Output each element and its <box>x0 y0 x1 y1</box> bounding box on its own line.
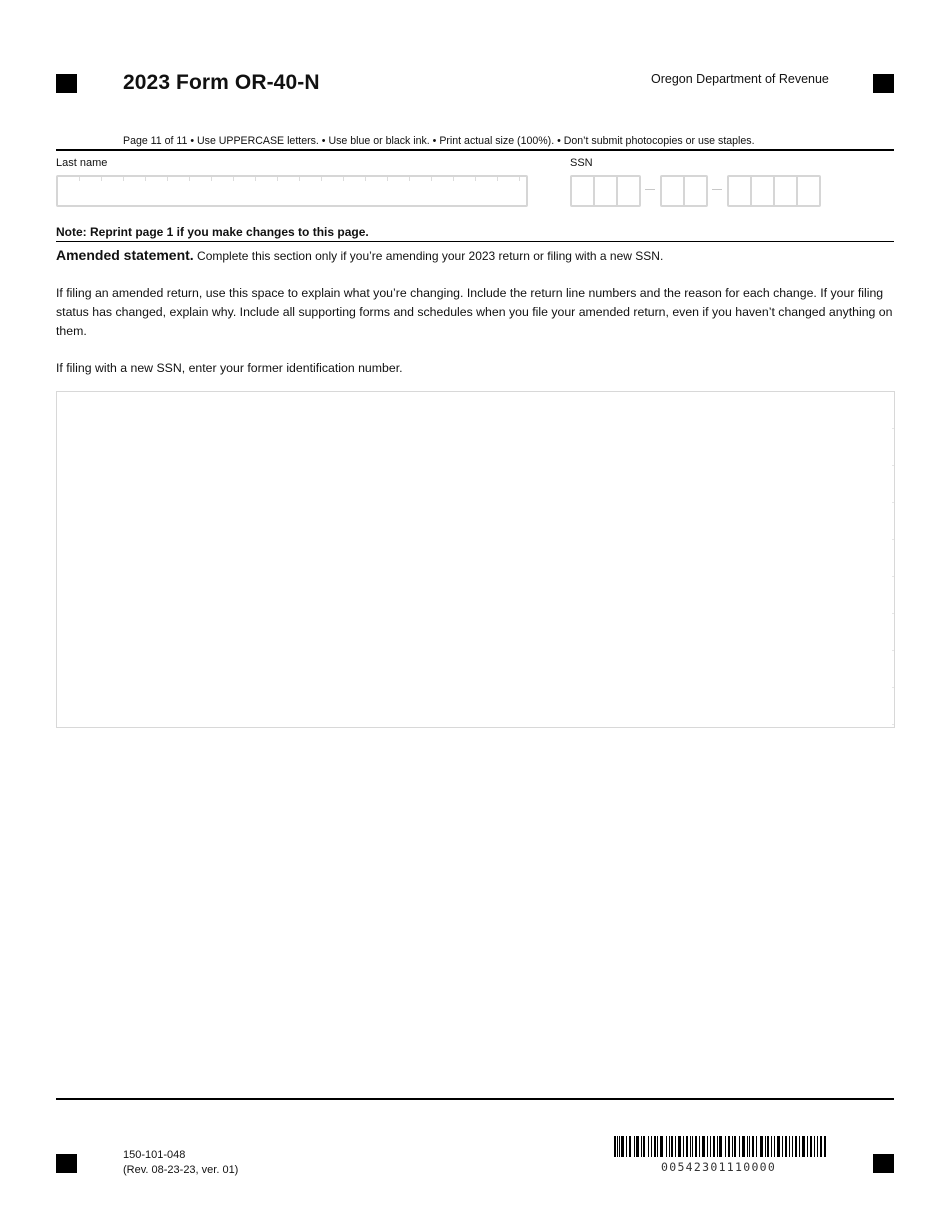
amended-statement-heading: Amended statement. <box>56 247 194 263</box>
ssn-dash <box>712 189 722 190</box>
registration-mark-bottom-right <box>873 1154 894 1173</box>
amended-explain-text: If filing an amended return, use this space to explain what you’re changing. Include the return line numbers and the reason for each change. If your filing status has changed, explain why. Include all supporting forms and schedules when you file your amended return, even if you haven’t changed anything on them. <box>56 286 893 338</box>
ssn-digit-box[interactable] <box>775 177 798 205</box>
new-ssn-text: If filing with a new SSN, enter your former identification number. <box>56 361 403 375</box>
ssn-dash <box>645 189 655 190</box>
form-title: 2023 Form OR-40-N <box>123 71 320 94</box>
ssn-label: SSN <box>570 157 593 169</box>
form-revision: (Rev. 08-23-23, ver. 01) <box>123 1164 239 1176</box>
ssn-digit-box[interactable] <box>729 177 752 205</box>
form-number: 150-101-048 <box>123 1149 186 1161</box>
reprint-note: Note: Reprint page 1 if you make changes to this page. <box>56 225 369 239</box>
ssn-digit-box[interactable] <box>618 177 639 205</box>
ssn-digit-box[interactable] <box>685 177 706 205</box>
form-number-block <box>123 1148 238 1178</box>
ssn-digit-box[interactable] <box>595 177 618 205</box>
barcode-number: 00542301110000 <box>661 1160 777 1174</box>
registration-mark-bottom-left <box>56 1154 77 1173</box>
ssn-field-part1[interactable] <box>570 175 641 207</box>
amended-statement-intro <box>56 247 896 263</box>
ssn-field-part3[interactable] <box>727 175 821 207</box>
registration-mark-top-left <box>56 74 77 93</box>
ssn-digit-box[interactable] <box>662 177 685 205</box>
footer-divider <box>56 1098 894 1100</box>
agency-name: Oregon Department of Revenue <box>651 72 829 86</box>
note-divider <box>56 241 894 242</box>
barcode-image <box>614 1136 826 1157</box>
amended-statement-textarea[interactable] <box>56 391 895 728</box>
last-name-field[interactable] <box>56 175 528 207</box>
amended-statement-description: Complete this section only if you’re amending your 2023 return or filing with a new SSN. <box>197 249 664 263</box>
page-instructions: Page 11 of 11 • Use UPPERCASE letters. • Use blue or black ink. • Print actual size (100%). • Don’t submit photocopies or use staples. <box>123 135 755 147</box>
ssn-digit-box[interactable] <box>798 177 819 205</box>
ssn-digit-box[interactable] <box>752 177 775 205</box>
header-divider <box>56 149 894 151</box>
last-name-label: Last name <box>56 157 108 169</box>
registration-mark-top-right <box>873 74 894 93</box>
ssn-digit-box[interactable] <box>572 177 595 205</box>
ssn-field-part2[interactable] <box>660 175 708 207</box>
